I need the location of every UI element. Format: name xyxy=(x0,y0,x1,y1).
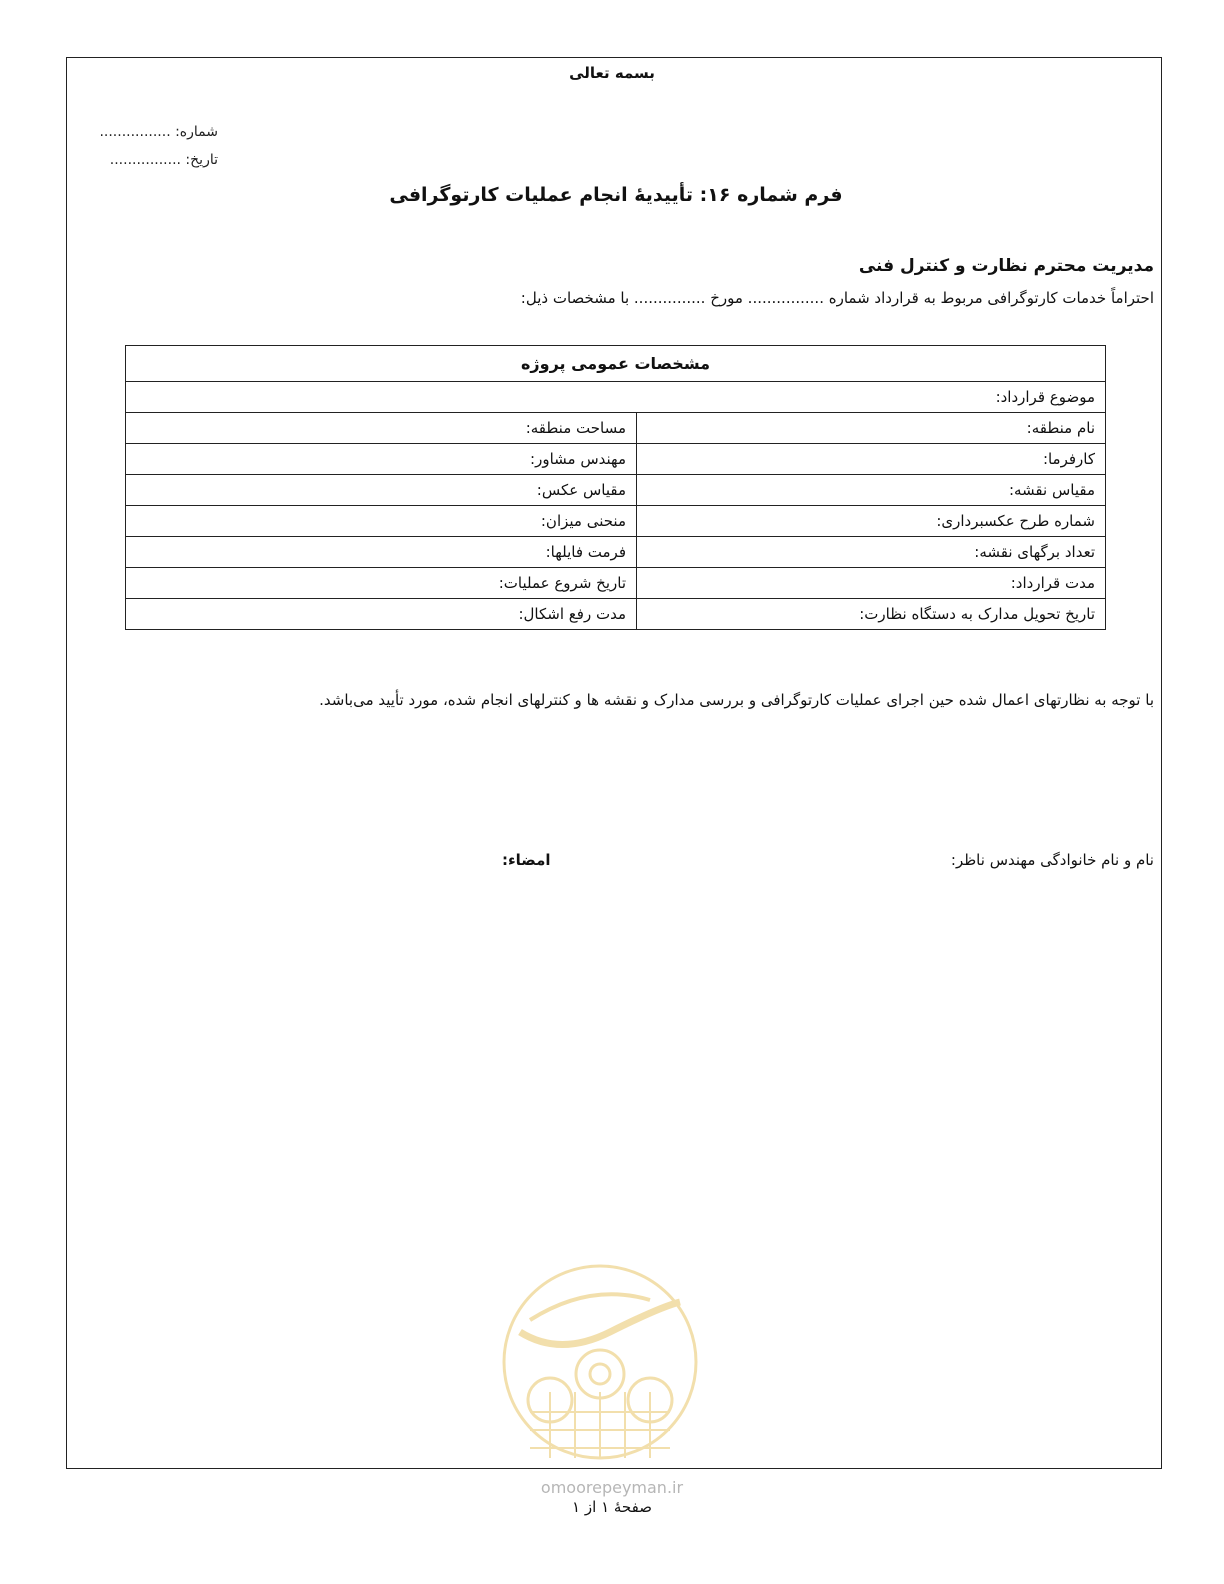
start-date-cell: تاریخ شروع عملیات: xyxy=(126,568,637,599)
intro-text: احتراماً خدمات کارتوگرافی مربوط به قرارداد شماره ................ مورخ ............... با مشخصات ذیل: xyxy=(520,289,1154,307)
table-heading: مشخصات عمومی پروژه xyxy=(126,346,1106,382)
form-title: فرم شماره ۱۶: تأییدیهٔ انجام عملیات کارتوگرافی xyxy=(389,184,843,206)
employer-cell: کارفرما: xyxy=(637,444,1106,475)
table-row xyxy=(126,537,1106,568)
table-row xyxy=(126,413,1106,444)
table-row xyxy=(126,444,1106,475)
delivery-date-cell: تاریخ تحویل مدارک به دستگاه نظارت: xyxy=(637,599,1106,630)
date-field: تاریخ: ................ xyxy=(109,152,218,168)
table-row xyxy=(126,382,1106,413)
signature-label: امضاء: xyxy=(502,851,551,869)
contour-interval-cell: منحنی میزان: xyxy=(126,506,637,537)
consultant-cell: مهندس مشاور: xyxy=(126,444,637,475)
addressee: مدیریت محترم نظارت و کنترل فنی xyxy=(858,256,1154,276)
fix-duration-cell: مدت رفع اشکال: xyxy=(126,599,637,630)
table-row xyxy=(126,506,1106,537)
photo-plan-number-cell: شماره طرح عکسبرداری: xyxy=(637,506,1106,537)
project-spec-table xyxy=(125,345,1106,630)
table-row xyxy=(126,475,1106,506)
contract-subject-cell: موضوع قرارداد: xyxy=(126,382,1106,413)
confirmation-text: با توجه به نظارتهای اعمال شده حین اجرای عملیات کارتوگرافی و بررسی مدارک و نقشه ها و کنترلهای انجام شده، مورد تأیید می‌باشد. xyxy=(319,691,1154,709)
watermark-stamp-icon xyxy=(500,1262,700,1462)
photo-scale-cell: مقیاس عکس: xyxy=(126,475,637,506)
bismillah: بسمه تعالی xyxy=(569,64,655,82)
region-area-cell: مساحت منطقه: xyxy=(126,413,637,444)
table-heading-row xyxy=(126,346,1106,382)
region-name-cell: نام منطقه: xyxy=(637,413,1106,444)
table-row xyxy=(126,599,1106,630)
page-number: صفحهٔ ۱ از ۱ xyxy=(572,1498,652,1516)
map-scale-cell: مقیاس نقشه: xyxy=(637,475,1106,506)
watermark-site: omoorepeyman.ir xyxy=(540,1478,684,1497)
number-field: شماره: ................ xyxy=(99,124,218,140)
sheet-count-cell: تعداد برگهای نقشه: xyxy=(637,537,1106,568)
table-row xyxy=(126,568,1106,599)
contract-duration-cell: مدت قرارداد: xyxy=(637,568,1106,599)
file-format-cell: فرمت فایلها: xyxy=(126,537,637,568)
inspector-name-label: نام و نام خانوادگی مهندس ناظر: xyxy=(950,851,1154,869)
